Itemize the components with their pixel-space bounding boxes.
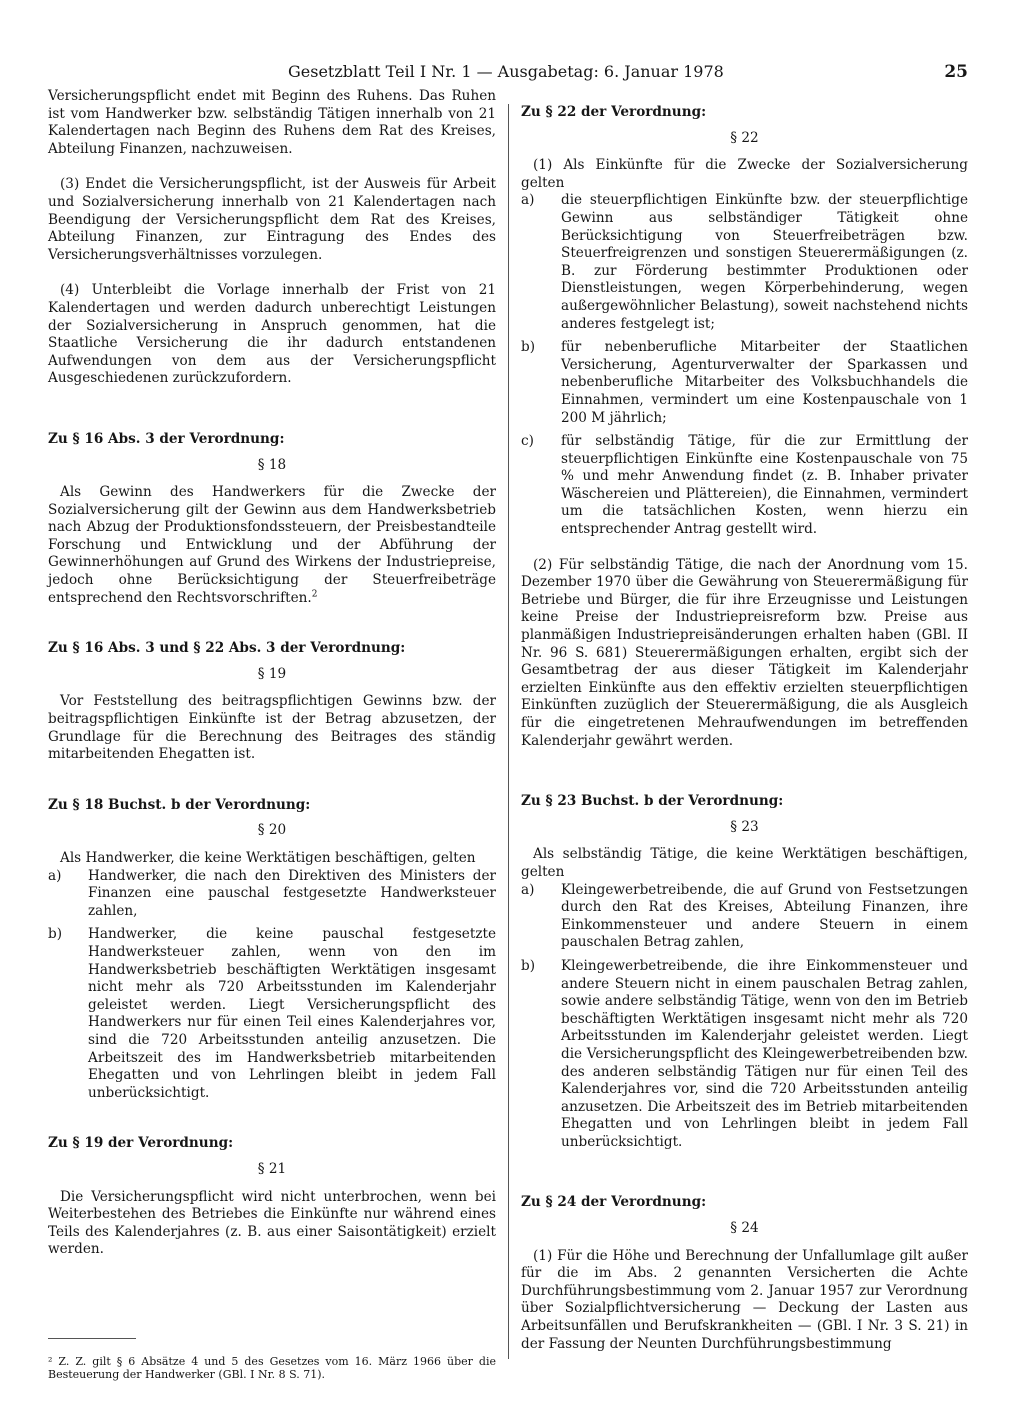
item-label: b) <box>48 926 63 943</box>
footnote-2: ² Z. Z. gilt § 6 Absätze 4 und 5 des Gesetzes vom 16. März 1966 über die Besteuerung der Handwerker (GBl. I Nr. 8 S. 71). <box>48 1355 496 1381</box>
item-text: für nebenberufliche Mitarbeiter der Staatlichen Versicherung, Agenturverwalter der Sparkassen und nebenberufliche Mitarbeiter des Volksbuchhandels die Einnahmen, vermindert um eine Kostenpauschale von 1 200 M jährlich; <box>561 339 968 426</box>
heading-zu-19: Zu § 19 der Verordnung: <box>48 1135 234 1152</box>
footnote-ref-2: 2 <box>311 589 318 600</box>
item-text: Handwerker, die keine pauschal festgesetzte Handwerksteuer zahlen, wenn von den im Handwerksbetrieb beschäftigten Werktätigen insgesamt nicht mehr als 720 Arbeitsstunden im Kalenderjahr geleistet werden. Liegt Versicherungspflicht des Handwerkers nur für einen Teil eines Kalenderjahres vor, sind die 720 Arbeitsstunden anteilig anzusetzen. Die Arbeitszeit des im Handwerksbetrieb mitarbeitenden Ehegatten und von Lehrlingen bleibt in jedem Fall unberücksichtigt. <box>88 926 496 1101</box>
section-22-item-c <box>521 433 968 539</box>
left-column <box>48 88 496 1259</box>
paragraph-4: (4) Unterbleibt die Vorlage innerhalb der Frist von 21 Kalendertagen und werden dadurch unberechtigt Leistungen der Sozialversicherung in Anspruch genommen, hat die Staatliche Versicherung die ihr dadurch entstandenen Aufwendungen von dem aus der Versicherungspflicht Ausgeschiedenen zurückzufordern. <box>48 282 496 387</box>
heading-zu-18-buchst-b: Zu § 18 Buchst. b der Verordnung: <box>48 796 311 813</box>
section-20-item-b <box>48 926 496 1102</box>
item-text: für selbständig Tätige, für die zur Ermittlung der steuerpflichtigen Einkünfte eine Kostenpauschale von 75 % und mehr Anwendung findet (z. B. Inhaber privater Wäschereien und Plättereien), die Einnahmen, vermindert um die tatsächlichen Kosten, wenn hierzu ein entsprechender Antrag gestellt wird. <box>561 433 968 538</box>
section-18-number: § 18 <box>257 456 287 473</box>
item-label: a) <box>48 867 62 884</box>
section-21-text: Die Versicherungspflicht wird nicht unterbrochen, wenn bei Weiterbestehen des Betriebes die Einkünfte nur während eines Teils des Kalenderjahres (z. B. aus einer Saisontätigkeit) erzielt werden. <box>48 1188 496 1258</box>
section-22-para-2: (2) Für selbständig Tätige, die nach der Anordnung vom 15. Dezember 1970 über die Gewährung von Steuerermäßigung für Betriebe und Bürger, die für ihre Erzeugnisse und Leistungen keine Preise der Industriepreisreform bzw. Preise aus planmäßigen Industriepreisänderungen erhalten haben (GBl. II Nr. 96 S. 681) Steuerermäßigungen erhalten, ergibt sich der Gesamtbetrag der aus dieser Tätigkeit im Kalenderjahr erzielten Einkünfte aus den effektiv erzielten steuerpflichtigen Einkünften zuzüglich der Steuerermäßigung, die als Ausgleich für die eingetretenen Mehraufwendungen im betreffenden Kalenderjahr gewährt werden. <box>521 556 968 749</box>
heading-zu-24: Zu § 24 der Verordnung: <box>521 1194 707 1211</box>
section-23-number: § 23 <box>730 818 759 835</box>
section-18-body: Als Gewinn des Handwerkers für die Zwecke der Sozialversicherung gilt der Gewinn aus dem Handwerksbetrieb nach Abzug der Produktionsfondssteuern, der Preisbestandteile Forschung und Entwicklung und der Abführung der Gewinnerhöhungen auf Grund des Wirkens der Industriepreise, jedoch ohne Berücksichtigung der Steuerfreibeträge entsprechend den Rechtsvorschriften. <box>48 484 496 606</box>
item-label: b) <box>521 339 536 356</box>
header-title: Gesetzblatt Teil I Nr. 1 — Ausgabetag: 6. Januar 1978 <box>288 62 724 81</box>
right-column <box>521 104 968 1353</box>
section-20-item-a <box>48 868 496 921</box>
section-24-text: (1) Für die Höhe und Berechnung der Unfallumlage gilt außer für die im Abs. 2 genannten Versicherten die Achte Durchführungsbestimmung vom 2. Januar 1957 zur Verordnung über Sozialpflichtversicherung — Deckung der Lasten aus Arbeitsunfällen und Berufskrankheiten — (GBl. I Nr. 3 S. 21) in der Fassung der Neunten Durchführungsbestimmung <box>521 1247 968 1352</box>
section-20-intro: Als Handwerker, die keine Werktätigen beschäftigen, gelten <box>60 850 476 866</box>
section-22-number: § 22 <box>730 129 759 146</box>
item-label: c) <box>521 433 534 450</box>
heading-zu-22: Zu § 22 der Verordnung: <box>521 104 707 120</box>
section-23-item-b <box>521 958 968 1152</box>
paragraph-3: (3) Endet die Versicherungspflicht, ist der Ausweis für Arbeit und Sozialversicherung innerhalb von 21 Kalendertagen nach Beendigung der Versicherungspflicht dem Rat des Kreises, Abteilung Finanzen, zur Eintragung des Endes des Versicherungsverhältnisses vorzulegen. <box>48 176 496 263</box>
section-19-number: § 19 <box>257 665 287 682</box>
section-19-text: Vor Feststellung des beitragspflichtigen Gewinns bzw. der beitragspflichtigen Einkünfte ist der Betrag abzusetzen, der Grundlage für die Berechnung des Beitrages des ständig mitarbeitenden Ehegatten ist. <box>48 693 496 763</box>
item-text: Kleingewerbetreibende, die ihre Einkommensteuer und andere Steuern nicht in einem pauschalen Betrag zahlen, sowie andere selbständig Tätige, wenn von den im Betrieb beschäftigten Werktätigen insgesamt nicht mehr als 720 Arbeitsstunden im Kalenderjahr geleistet werden. Liegt die Versicherungspflicht des Kleingewerbetreibenden bzw. des anderen selbständig Tätigen nur für einen Teil des Kalenderjahres vor, sind die 720 Arbeitsstunden anteilig anzusetzen. Die Arbeitszeit des im Betrieb mitarbeitenden Ehegatten und von Lehrlingen bleibt in jedem Fall unberücksichtigt. <box>561 957 968 1150</box>
section-21-number: § 21 <box>257 1160 287 1177</box>
item-text: die steuerpflichtigen Einkünfte bzw. der steuerpflichtige Gewinn aus selbständiger Tätigkeit ohne Berücksichtigung von Steuerfreibeträgen bzw. Steuerfreigrenzen und sonstigen Steuerermäßigungen (z. B. zur Förderung bestimmter Produktionen oder Dienstleistungen, wegen Körperbehinderung, wegen außergewöhnlicher Belastung), soweit nachstehend nichts anderes festgelegt ist; <box>561 192 968 332</box>
section-24-number: § 24 <box>730 1220 759 1237</box>
column-divider <box>508 104 509 1359</box>
item-label: a) <box>521 192 535 209</box>
section-23-intro: Als selbständig Tätige, die keine Werktätigen beschäftigen, gelten <box>521 846 968 880</box>
section-22-item-a <box>521 192 968 333</box>
page-number: 25 <box>944 62 968 82</box>
section-18-text <box>48 484 496 607</box>
footnote-rule <box>48 1338 136 1339</box>
section-22-para-1: (1) Als Einkünfte für die Zwecke der Sozialversicherung gelten <box>521 157 968 191</box>
heading-zu-16-abs-3: Zu § 16 Abs. 3 der Verordnung: <box>48 430 285 447</box>
paragraph-ruhens: Versicherungspflicht endet mit Beginn des Ruhens. Das Ruhen ist vom Handwerker bzw. selbständig Tätigen innerhalb von 21 Kalendertagen nach Beginn des Ruhens dem Rat des Kreises, Abteilung Finanzen, nachzuweisen. <box>48 88 496 157</box>
heading-zu-16-und-22: Zu § 16 Abs. 3 und § 22 Abs. 3 der Verordnung: <box>48 640 406 657</box>
item-label: b) <box>521 957 536 974</box>
page-header <box>48 62 968 84</box>
item-text: Handwerker, die nach den Direktiven des Ministers der Finanzen eine pauschal festgesetzte Handwerksteuer zahlen, <box>88 867 496 919</box>
heading-zu-23-buchst-b: Zu § 23 Buchst. b der Verordnung: <box>521 793 784 810</box>
item-label: a) <box>521 881 535 898</box>
item-text: Kleingewerbetreibende, die auf Grund von Festsetzungen durch den Rat des Kreises, Abteilung Finanzen, ihre Einkommensteuer und andere Steuern in einem pauschalen Betrag zahlen, <box>561 881 968 951</box>
section-22-item-b <box>521 339 968 427</box>
section-23-item-a <box>521 882 968 952</box>
section-20-number: § 20 <box>257 822 287 839</box>
